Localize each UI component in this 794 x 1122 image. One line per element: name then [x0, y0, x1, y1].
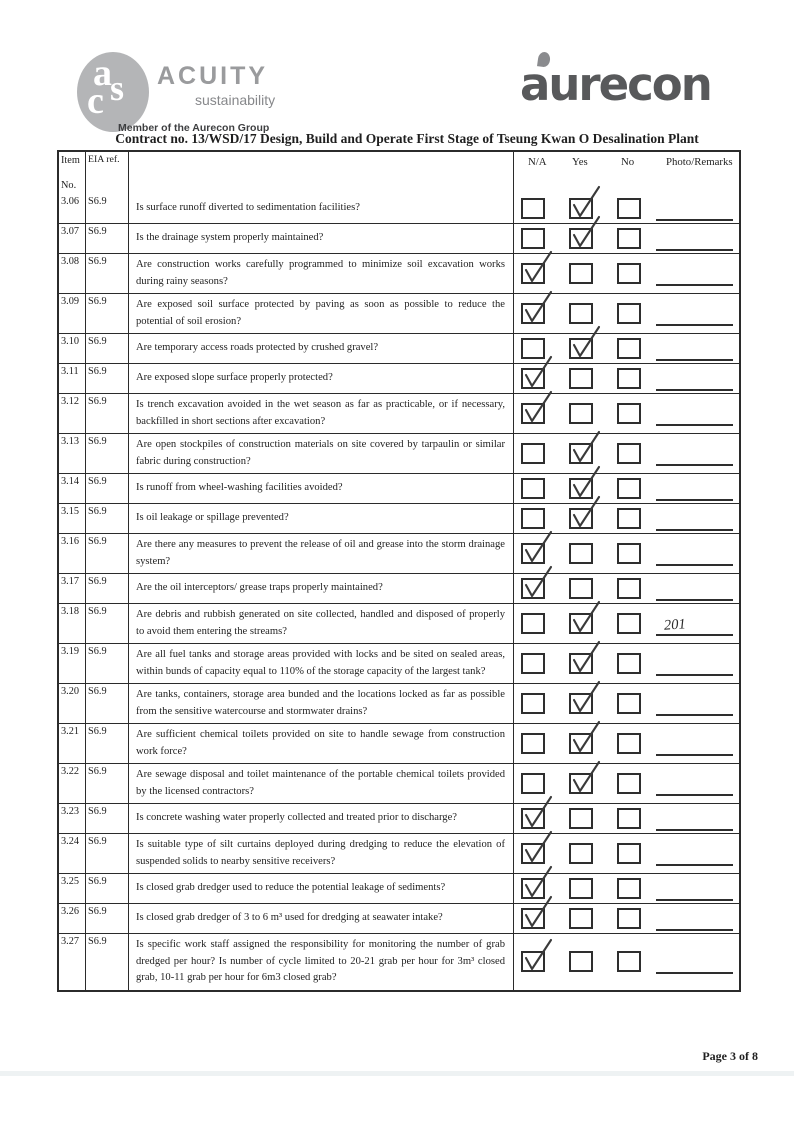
remarks-line	[656, 196, 733, 221]
no-checkbox	[617, 808, 641, 829]
item-no: 3.08	[59, 254, 86, 293]
answer-cell	[514, 474, 739, 503]
yes-checkbox	[569, 508, 593, 529]
checklist-row	[59, 833, 739, 873]
remarks-line	[656, 366, 733, 391]
acuity-logo	[75, 50, 305, 142]
question-text: Are construction works carefully programmed to minimize soil excavation works during rainy seasons?	[136, 259, 505, 287]
question-cell	[129, 934, 514, 990]
tick-mark-icon	[523, 796, 553, 830]
eia-ref: S6.9	[86, 364, 129, 393]
question-cell	[129, 334, 514, 363]
question-cell	[129, 764, 514, 803]
no-checkbox	[617, 908, 641, 929]
question-cell	[129, 574, 514, 603]
question-text: Is oil leakage or spillage prevented?	[136, 512, 289, 524]
yes-checkbox	[569, 368, 593, 389]
eia-ref: S6.9	[86, 724, 129, 763]
question-text: Is suitable type of silt curtains deployed during dredging to reduce the elevation of suspended solids to nearby sensitive receivers?	[136, 839, 505, 867]
remarks-line	[656, 906, 733, 931]
na-checkbox	[521, 403, 545, 424]
question-cell	[129, 904, 514, 933]
yes-checkbox	[569, 908, 593, 929]
eia-ref: S6.9	[86, 874, 129, 903]
header-item-line2: No.	[61, 180, 77, 191]
checklist-table	[57, 150, 741, 992]
na-checkbox	[521, 951, 545, 972]
item-no: 3.07	[59, 224, 86, 253]
item-no: 3.06	[59, 194, 86, 223]
na-checkbox	[521, 808, 545, 829]
tick-mark-icon	[523, 291, 553, 325]
item-no: 3.20	[59, 684, 86, 723]
answer-cell	[514, 224, 739, 253]
yes-checkbox	[569, 263, 593, 284]
question-text: Are exposed soil surface protected by paving as soon as possible to reduce the potential of soil erosion?	[136, 299, 505, 327]
eia-ref: S6.9	[86, 394, 129, 433]
no-checkbox	[617, 443, 641, 464]
remarks-line	[656, 771, 733, 796]
remarks-line	[656, 611, 733, 636]
eia-ref: S6.9	[86, 224, 129, 253]
checklist-row	[59, 293, 739, 333]
remarks-line	[656, 876, 733, 901]
item-no: 3.25	[59, 874, 86, 903]
checklist-row	[59, 194, 739, 223]
checklist-row	[59, 803, 739, 833]
checklist-row	[59, 473, 739, 503]
tick-mark-icon	[571, 641, 601, 675]
header-na: N/A	[528, 156, 547, 168]
question-text: Are sewage disposal and toilet maintenance of the portable chemical toilets provided by the licensed contractors?	[136, 769, 505, 797]
question-cell	[129, 474, 514, 503]
item-no: 3.27	[59, 934, 86, 990]
question-text: Are exposed slope surface properly protected?	[136, 372, 333, 384]
no-checkbox	[617, 303, 641, 324]
remarks-line	[656, 576, 733, 601]
checklist-row	[59, 533, 739, 573]
question-text: Is runoff from wheel-washing facilities avoided?	[136, 482, 343, 494]
eia-ref: S6.9	[86, 474, 129, 503]
question-text: Are tanks, containers, storage area bunded and the locations locked as far as possible from the sensitive watercourse and stormwater drains?	[136, 689, 505, 717]
answer-cell	[514, 904, 739, 933]
na-checkbox	[521, 508, 545, 529]
checklist-row	[59, 433, 739, 473]
no-checkbox	[617, 613, 641, 634]
header-item-no	[59, 152, 86, 194]
eia-ref: S6.9	[86, 934, 129, 990]
no-checkbox	[617, 338, 641, 359]
checklist-row	[59, 903, 739, 933]
question-text: Are the oil interceptors/ grease traps properly maintained?	[136, 582, 383, 594]
no-checkbox	[617, 228, 641, 249]
yes-checkbox	[569, 338, 593, 359]
tick-mark-icon	[571, 186, 601, 220]
header-photo-remarks: Photo/Remarks	[666, 156, 733, 168]
yes-checkbox	[569, 653, 593, 674]
tick-mark-icon	[523, 866, 553, 900]
yes-checkbox	[569, 951, 593, 972]
yes-checkbox	[569, 843, 593, 864]
checklist-row	[59, 333, 739, 363]
checklist-row	[59, 603, 739, 643]
question-text: Is closed grab dredger used to reduce the potential leakage of sediments?	[136, 882, 446, 894]
item-no: 3.19	[59, 644, 86, 683]
item-no: 3.15	[59, 504, 86, 533]
acuity-tagline: Member of the Aurecon Group	[118, 122, 270, 134]
checklist-rows	[59, 194, 739, 990]
yes-checkbox	[569, 228, 593, 249]
monogram-letter-s: s	[110, 68, 125, 108]
question-cell	[129, 254, 514, 293]
tick-mark-icon	[571, 466, 601, 500]
eia-ref: S6.9	[86, 194, 129, 223]
question-cell	[129, 804, 514, 833]
question-cell	[129, 364, 514, 393]
acuity-monogram-icon	[77, 52, 149, 132]
checklist-row	[59, 643, 739, 683]
item-no: 3.23	[59, 804, 86, 833]
no-checkbox	[617, 198, 641, 219]
tick-mark-icon	[523, 831, 553, 865]
header-question	[129, 152, 514, 194]
tick-mark-icon	[571, 721, 601, 755]
question-cell	[129, 224, 514, 253]
eia-ref: S6.9	[86, 574, 129, 603]
item-no: 3.16	[59, 534, 86, 573]
monogram-letter-a: a	[93, 52, 112, 94]
question-cell	[129, 834, 514, 873]
question-cell	[129, 504, 514, 533]
answer-cell	[514, 574, 739, 603]
tick-mark-icon	[523, 391, 553, 425]
na-checkbox	[521, 578, 545, 599]
remarks-line	[656, 301, 733, 326]
scan-artifact-line	[0, 1071, 794, 1076]
answer-cell	[514, 644, 739, 683]
na-checkbox	[521, 773, 545, 794]
eia-ref: S6.9	[86, 294, 129, 333]
no-checkbox	[617, 508, 641, 529]
no-checkbox	[617, 951, 641, 972]
no-checkbox	[617, 693, 641, 714]
document-title: Contract no. 13/WSD/17 Design, Build and Operate First Stage of Tseung Kwan O Desalination Plant	[115, 131, 699, 146]
eia-ref: S6.9	[86, 684, 129, 723]
checklist-row	[59, 253, 739, 293]
eia-ref: S6.9	[86, 504, 129, 533]
na-checkbox	[521, 368, 545, 389]
no-checkbox	[617, 263, 641, 284]
question-text: Are open stockpiles of construction materials on site covered by tarpaulin or similar fabric during construction?	[136, 439, 505, 467]
answer-cell	[514, 684, 739, 723]
checklist-row	[59, 723, 739, 763]
item-no: 3.12	[59, 394, 86, 433]
no-checkbox	[617, 543, 641, 564]
no-checkbox	[617, 478, 641, 499]
checklist-row	[59, 223, 739, 253]
question-cell	[129, 644, 514, 683]
question-cell	[129, 534, 514, 573]
checklist-row	[59, 393, 739, 433]
question-text: Are sufficient chemical toilets provided on site to handle sewage from construction work force?	[136, 729, 505, 757]
header-yes: Yes	[572, 156, 588, 168]
checklist-row	[59, 873, 739, 903]
answer-cell	[514, 724, 739, 763]
na-checkbox	[521, 908, 545, 929]
remarks-line	[656, 731, 733, 756]
remarks-line	[656, 691, 733, 716]
checklist-row	[59, 573, 739, 603]
eia-ref: S6.9	[86, 604, 129, 643]
tick-mark-icon	[523, 251, 553, 285]
header-answers	[514, 152, 739, 194]
tick-mark-icon	[571, 681, 601, 715]
question-text: Is concrete washing water properly collected and treated prior to discharge?	[136, 812, 458, 824]
header-no: No	[621, 156, 635, 168]
question-text: Are there any measures to prevent the release of oil and grease into the storm drainage system?	[136, 539, 505, 567]
aurecon-wordmark: aurecon	[520, 58, 711, 111]
question-cell	[129, 684, 514, 723]
remarks-line	[656, 806, 733, 831]
answer-cell	[514, 364, 739, 393]
na-checkbox	[521, 693, 545, 714]
tick-mark-icon	[571, 601, 601, 635]
remarks-line	[656, 476, 733, 501]
question-text: Is closed grab dredger of 3 to 6 m³ used for dredging at seawater intake?	[136, 912, 443, 924]
answer-cell	[514, 604, 739, 643]
tick-mark-icon	[523, 939, 553, 973]
answer-cell	[514, 194, 739, 223]
remarks-line	[656, 541, 733, 566]
no-checkbox	[617, 403, 641, 424]
checklist-row	[59, 933, 739, 990]
answer-cell	[514, 254, 739, 293]
answer-cell	[514, 934, 739, 990]
remarks-line	[656, 949, 733, 974]
item-no: 3.22	[59, 764, 86, 803]
question-text: Is trench excavation avoided in the wet season as far as practicable, or if necessary, backfilled in short sections after excavation?	[136, 399, 505, 427]
yes-checkbox	[569, 303, 593, 324]
na-checkbox	[521, 543, 545, 564]
acuity-wordmark: ACUITY	[157, 62, 269, 90]
no-checkbox	[617, 773, 641, 794]
checklist-row	[59, 363, 739, 393]
header-eia-ref: EIA ref.	[86, 152, 129, 194]
na-checkbox	[521, 443, 545, 464]
eia-ref: S6.9	[86, 434, 129, 473]
answer-cell	[514, 804, 739, 833]
answer-cell	[514, 434, 739, 473]
table-header-row	[59, 152, 739, 194]
checklist-row	[59, 683, 739, 723]
remarks-line	[656, 226, 733, 251]
item-no: 3.14	[59, 474, 86, 503]
tick-mark-icon	[571, 431, 601, 465]
question-text: Are debris and rubbish generated on site collected, handled and disposed of properly to avoid them entering the streams?	[136, 609, 505, 637]
tick-mark-icon	[523, 356, 553, 390]
eia-ref: S6.9	[86, 834, 129, 873]
item-no: 3.17	[59, 574, 86, 603]
yes-checkbox	[569, 693, 593, 714]
no-checkbox	[617, 578, 641, 599]
na-checkbox	[521, 303, 545, 324]
eia-ref: S6.9	[86, 804, 129, 833]
eia-ref: S6.9	[86, 904, 129, 933]
item-no: 3.09	[59, 294, 86, 333]
na-checkbox	[521, 198, 545, 219]
yes-checkbox	[569, 578, 593, 599]
yes-checkbox	[569, 733, 593, 754]
eia-ref: S6.9	[86, 644, 129, 683]
remarks-line	[656, 401, 733, 426]
yes-checkbox	[569, 543, 593, 564]
yes-checkbox	[569, 878, 593, 899]
yes-checkbox	[569, 808, 593, 829]
item-no: 3.11	[59, 364, 86, 393]
na-checkbox	[521, 843, 545, 864]
item-no: 3.10	[59, 334, 86, 363]
remarks-line	[656, 441, 733, 466]
monogram-letter-c: c	[87, 80, 104, 122]
yes-checkbox	[569, 613, 593, 634]
item-no: 3.24	[59, 834, 86, 873]
question-text: Is the drainage system properly maintained?	[136, 232, 324, 244]
checklist-row	[59, 763, 739, 803]
na-checkbox	[521, 653, 545, 674]
checklist-row	[59, 503, 739, 533]
tick-mark-icon	[571, 216, 601, 250]
question-text: Is specific work staff assigned the responsibility for monitoring the number of grab dredged per hour? Is number of cycle limited to 20-21 grab per hour for 3m³ closed grab, 10-11 grab per hour for 6m3 closed grab?	[136, 939, 505, 983]
answer-cell	[514, 504, 739, 533]
no-checkbox	[617, 653, 641, 674]
answer-cell	[514, 394, 739, 433]
aurecon-logo	[520, 52, 750, 114]
remarks-line	[656, 651, 733, 676]
item-no: 3.26	[59, 904, 86, 933]
eia-ref: S6.9	[86, 254, 129, 293]
handwritten-remark: 201	[663, 616, 687, 634]
remarks-line	[656, 841, 733, 866]
no-checkbox	[617, 368, 641, 389]
tick-mark-icon	[523, 896, 553, 930]
yes-checkbox	[569, 443, 593, 464]
na-checkbox	[521, 733, 545, 754]
no-checkbox	[617, 878, 641, 899]
question-cell	[129, 724, 514, 763]
tick-mark-icon	[523, 566, 553, 600]
question-cell	[129, 394, 514, 433]
answer-cell	[514, 294, 739, 333]
item-no: 3.13	[59, 434, 86, 473]
yes-checkbox	[569, 403, 593, 424]
eia-ref: S6.9	[86, 764, 129, 803]
na-checkbox	[521, 228, 545, 249]
question-cell	[129, 604, 514, 643]
yes-checkbox	[569, 773, 593, 794]
question-text: Is surface runoff diverted to sedimentation facilities?	[136, 202, 360, 214]
page-number: Page 3 of 8	[702, 1049, 758, 1063]
header-item-line1: Item	[61, 155, 80, 166]
tick-mark-icon	[571, 761, 601, 795]
item-no: 3.21	[59, 724, 86, 763]
remarks-line	[656, 336, 733, 361]
question-cell	[129, 434, 514, 473]
tick-mark-icon	[571, 496, 601, 530]
remarks-line	[656, 506, 733, 531]
na-checkbox	[521, 478, 545, 499]
question-text: Are all fuel tanks and storage areas provided with locks and be sited on sealed areas, within bunds of capacity equal to 110% of the storage capacity of the largest tank?	[136, 649, 505, 677]
tick-mark-icon	[523, 531, 553, 565]
na-checkbox	[521, 263, 545, 284]
question-cell	[129, 194, 514, 223]
no-checkbox	[617, 843, 641, 864]
remarks-line	[656, 261, 733, 286]
question-text: Are temporary access roads protected by crushed gravel?	[136, 342, 379, 354]
tick-mark-icon	[571, 326, 601, 360]
item-no: 3.18	[59, 604, 86, 643]
na-checkbox	[521, 613, 545, 634]
eia-ref: S6.9	[86, 534, 129, 573]
acuity-subtitle: sustainability	[195, 92, 276, 108]
eia-ref: S6.9	[86, 334, 129, 363]
question-cell	[129, 874, 514, 903]
question-cell	[129, 294, 514, 333]
no-checkbox	[617, 733, 641, 754]
